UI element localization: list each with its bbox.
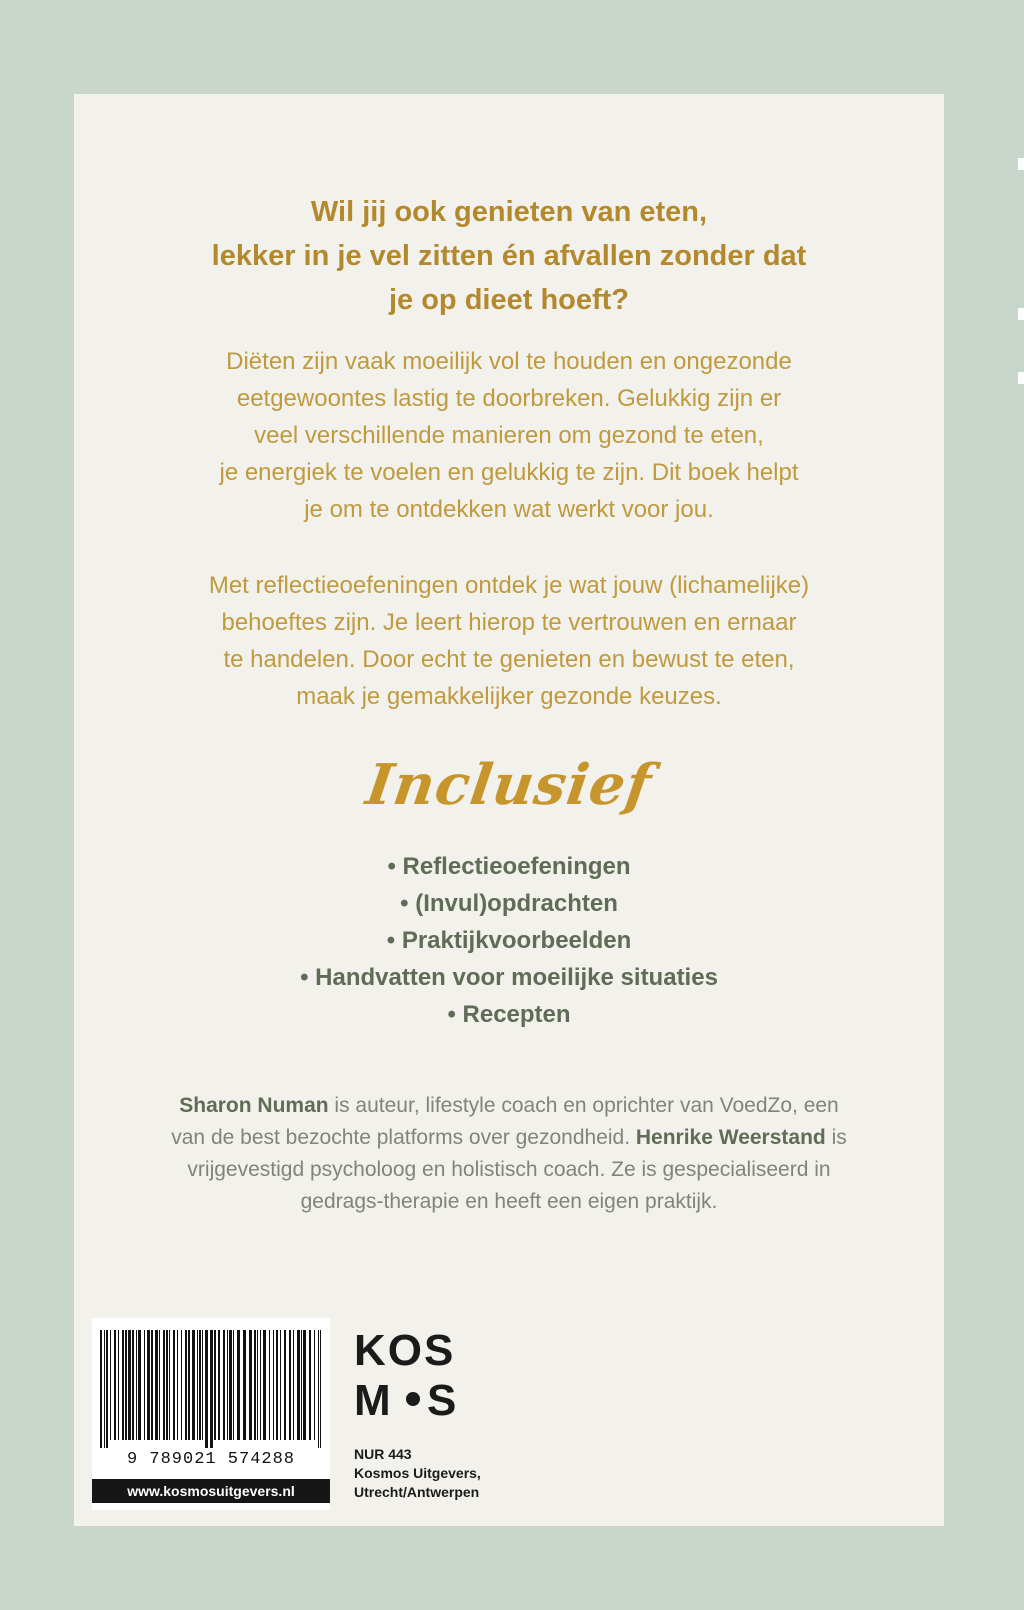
barcode-bar	[297, 1330, 300, 1440]
paragraph-line: Met reflectieoefeningen ontdek je wat jouw (lichamelijke)	[208, 572, 810, 599]
barcode-bar	[118, 1330, 119, 1440]
logo-letter-s: S	[427, 1376, 457, 1425]
barcode-bar	[280, 1330, 281, 1440]
barcode-bar	[181, 1330, 182, 1440]
barcode-bar	[227, 1330, 228, 1440]
author-name-henrike: Henrike Weerstand	[635, 1126, 826, 1149]
barcode-bar	[138, 1330, 141, 1440]
paragraph-line: maak je gemakkelijker gezonde keuzes.	[296, 683, 722, 710]
barcode-bar	[273, 1330, 274, 1440]
barcode-bar	[314, 1330, 315, 1440]
list-item: • Praktijkvoorbeelden	[386, 927, 632, 954]
barcode-bar	[254, 1330, 256, 1440]
isbn-number: 9 789021 574288	[126, 1450, 296, 1469]
barcode-bar	[284, 1330, 286, 1440]
barcode-bar	[151, 1330, 153, 1440]
barcode-bar	[128, 1330, 131, 1440]
barcode-bar	[100, 1330, 102, 1448]
barcode-bar	[303, 1330, 306, 1440]
barcode-bar	[237, 1330, 240, 1440]
barcode-bar	[163, 1330, 165, 1440]
edge-mark-1	[1018, 158, 1024, 170]
barcode-bar	[218, 1330, 220, 1440]
barcode-bar	[188, 1330, 190, 1440]
paragraph-line: Diëten zijn vaak moeilijk vol te houden en ongezonde	[226, 348, 792, 375]
paragraph-line: te handelen. Door echt te genieten en bewust te eten,	[223, 646, 795, 673]
barcode-bar	[199, 1330, 201, 1440]
list-item: • Handvatten voor moeilijke situaties	[300, 964, 718, 991]
barcode-bar	[260, 1330, 261, 1440]
barcode-bar	[320, 1330, 321, 1448]
barcode-bar	[214, 1330, 216, 1440]
barcode-bar	[114, 1330, 116, 1440]
list-item: • (Invul)opdrachten	[400, 890, 618, 917]
barcode-bar	[104, 1330, 105, 1448]
barcode-bar	[144, 1330, 145, 1440]
barcode-bar	[223, 1330, 225, 1440]
paragraph-line: behoeftes zijn. Je leert hierop te vertrouwen en ernaar	[221, 609, 797, 636]
barcode-bar	[301, 1330, 302, 1440]
barcode-bar	[106, 1330, 108, 1448]
paragraph-line: eetgewoontes lastig te doorbreken. Gelukkig zijn er	[236, 385, 782, 412]
barcode-bar	[263, 1330, 266, 1440]
edge-mark-3	[1018, 372, 1024, 384]
barcode-bar	[243, 1330, 246, 1440]
barcode-bar	[136, 1330, 137, 1440]
website-url: www.kosmosuitgevers.nl	[92, 1479, 330, 1503]
headline-line: je op dieet hoeft?	[388, 284, 630, 316]
logo-dot-icon	[406, 1392, 420, 1406]
barcode-bar	[293, 1330, 294, 1440]
barcode-bar	[249, 1330, 252, 1440]
publisher-imprint	[354, 1445, 481, 1502]
barcode-bar	[110, 1330, 111, 1440]
barcode-bar	[132, 1330, 134, 1440]
barcode-bar	[269, 1330, 270, 1440]
barcode-bar	[205, 1330, 208, 1448]
reflection-paragraph	[144, 567, 874, 715]
barcode-bar	[276, 1330, 278, 1440]
bio-text-2: is vrijgevestigd psycholoog en holistisch coach. Ze is gespecialiseerd in gedrags-therapie en heeft een eigen praktijk.	[187, 1126, 847, 1213]
barcode-bar	[197, 1330, 198, 1440]
barcode-bar	[318, 1330, 319, 1448]
paragraph-line: je energiek te voelen en gelukkig te zijn. Dit boek helpt	[219, 459, 799, 486]
barcode-bar	[233, 1330, 234, 1440]
author-name-sharon: Sharon Numan	[179, 1094, 329, 1117]
back-cover-panel	[74, 94, 944, 1526]
publisher-location: Utrecht/Antwerpen	[354, 1484, 480, 1500]
barcode-bar	[229, 1330, 232, 1440]
barcode-bar	[169, 1330, 170, 1440]
barcode-box	[92, 1318, 330, 1510]
barcode-bar	[155, 1330, 158, 1440]
inclusief-list	[74, 848, 944, 1033]
logo-line-1: KOS	[354, 1326, 456, 1375]
author-bio	[164, 1090, 854, 1218]
logo-letter-m: M	[354, 1376, 391, 1425]
headline-line: Wil jij ook genieten van eten,	[310, 196, 708, 228]
headline	[74, 190, 944, 322]
barcode-bar	[173, 1330, 175, 1440]
list-item: • Recepten	[447, 1001, 571, 1028]
intro-paragraph	[144, 343, 874, 528]
bio-text-1: is auteur, lifestyle coach en oprichter van VoedZo, een van de best bezochte platforms over gezondheid.	[171, 1094, 839, 1149]
headline-line: lekker in je vel zitten én afvallen zonder dat	[211, 240, 807, 272]
publisher-name: Kosmos Uitgevers,	[354, 1465, 481, 1481]
paragraph-line: je om te ontdekken wat werkt voor jou.	[304, 496, 714, 523]
barcode-bar	[159, 1330, 160, 1440]
list-item: • Reflectieoefeningen	[387, 853, 631, 880]
nur-code: NUR 443	[354, 1446, 412, 1462]
barcode-bar	[177, 1330, 178, 1440]
barcode-bar	[147, 1330, 150, 1440]
paragraph-line: veel verschillende manieren om gezond te eten,	[254, 422, 764, 449]
inclusief-heading: Inclusief	[362, 752, 656, 818]
barcode-bar	[192, 1330, 195, 1440]
barcode-bar	[257, 1330, 258, 1440]
barcode-bar	[185, 1330, 187, 1440]
barcode-bar	[125, 1330, 127, 1440]
barcode-bar	[210, 1330, 213, 1448]
barcode-graphic	[92, 1318, 330, 1450]
barcode-bar	[289, 1330, 291, 1440]
barcode-bar	[166, 1330, 168, 1440]
barcode-bar	[122, 1330, 124, 1440]
kosmos-logo	[354, 1325, 464, 1425]
barcode-bar	[202, 1330, 203, 1440]
barcode-bar	[309, 1330, 311, 1440]
edge-mark-2	[1018, 308, 1024, 320]
